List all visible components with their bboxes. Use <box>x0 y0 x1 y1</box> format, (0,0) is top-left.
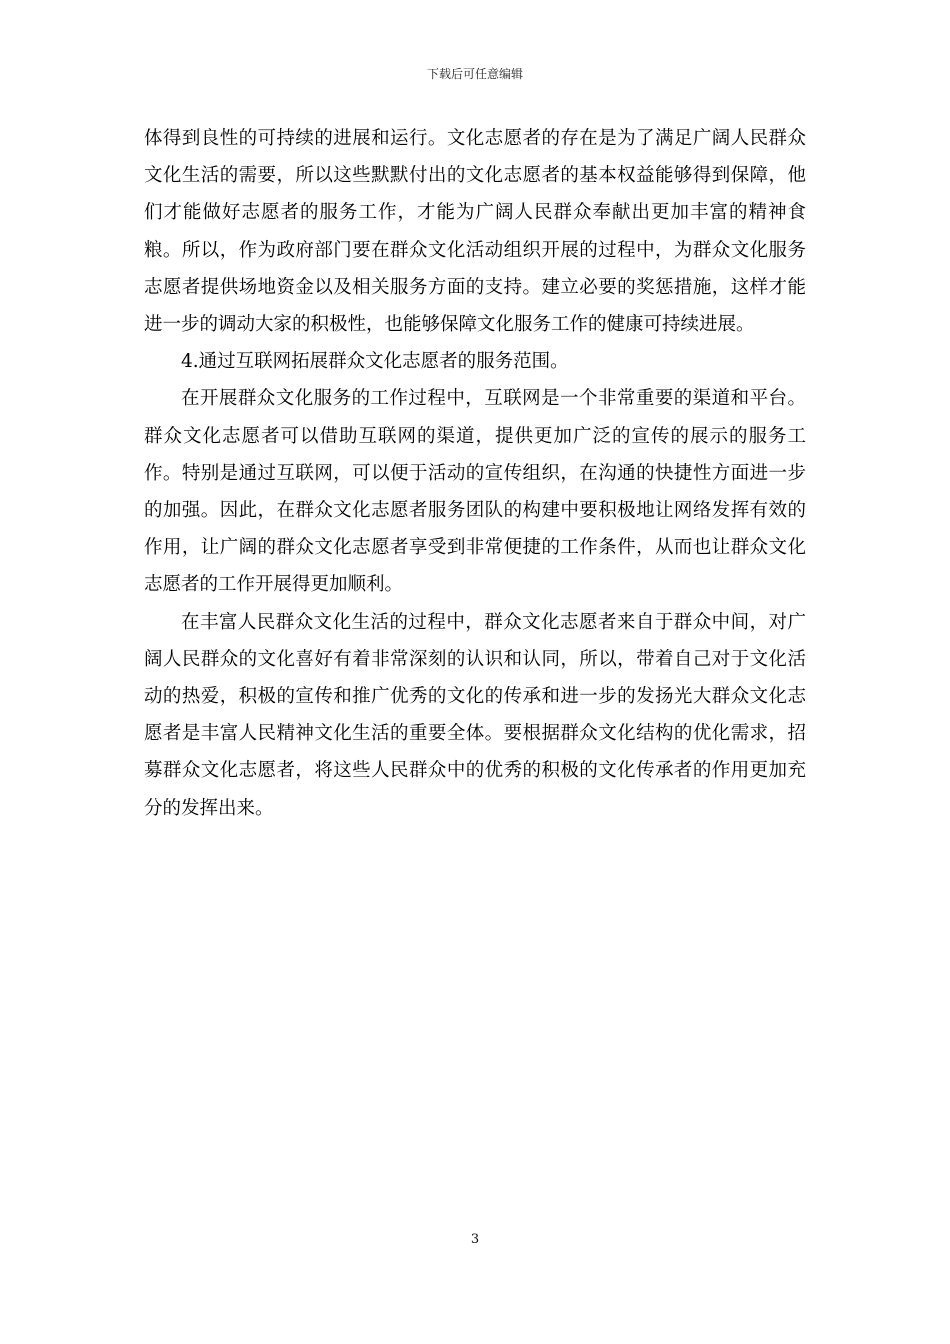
paragraph-culture-life: 在丰富人民群众文化生活的过程中，群众文化志愿者来自于群众中间，对广阔人民群众的文化喜好有着非常深刻的认识和认同，所以，带着自己对于文化活动的热爱，积极的宣传和推广优秀的文化的传承和进一步的发扬光大群众文化志愿者是丰富人民精神文化生活的重要全体。要根据群众文化结构的优化需求，招募群众文化志愿者，将这些人民群众中的优秀的积极的文化传承者的作用更加充分的发挥出来。 <box>144 611 806 819</box>
page-header: 下载后可任意编辑 <box>426 67 523 81</box>
page-number: 3 <box>470 1232 480 1247</box>
paragraph-internet: 在开展群众文化服务的工作过程中，互联网是一个非常重要的渠道和平台。群众文化志愿者可以借助互联网的渠道，提供更加广泛的宣传的展示的服务工作。特别是通过互联网，可以便于活动的宣传组织，在沟通的快捷性方面进一步的加强。因此，在群众文化志愿者服务团队的构建中要积极地让网络发挥有效的作用，让广阔的群众文化志愿者享受到非常便捷的工作条件，从而也让群众文化志愿者的工作开展得更加顺利。 <box>144 388 806 596</box>
paragraph-continued: 体得到良性的可持续的进展和运行。文化志愿者的存在是为了满足广阔人民群众文化生活的需要，所以这些默默付出的文化志愿者的基本权益能够得到保障，他们才能做好志愿者的服务工作，才能为广阔人民群众奉献出更加丰富的精神食粮。所以，作为政府部门要在群众文化活动组织开展的过程中，为群众文化服务志愿者提供场地资金以及相关服务方面的支持。建立必要的奖惩措施，这样才能进一步的调动大家的积极性，也能够保障文化服务工作的健康可持续进展。 <box>144 128 806 336</box>
document-body <box>144 120 806 827</box>
section-heading: 4.通过互联网拓展群众文化志愿者的服务范围。 <box>181 351 569 373</box>
